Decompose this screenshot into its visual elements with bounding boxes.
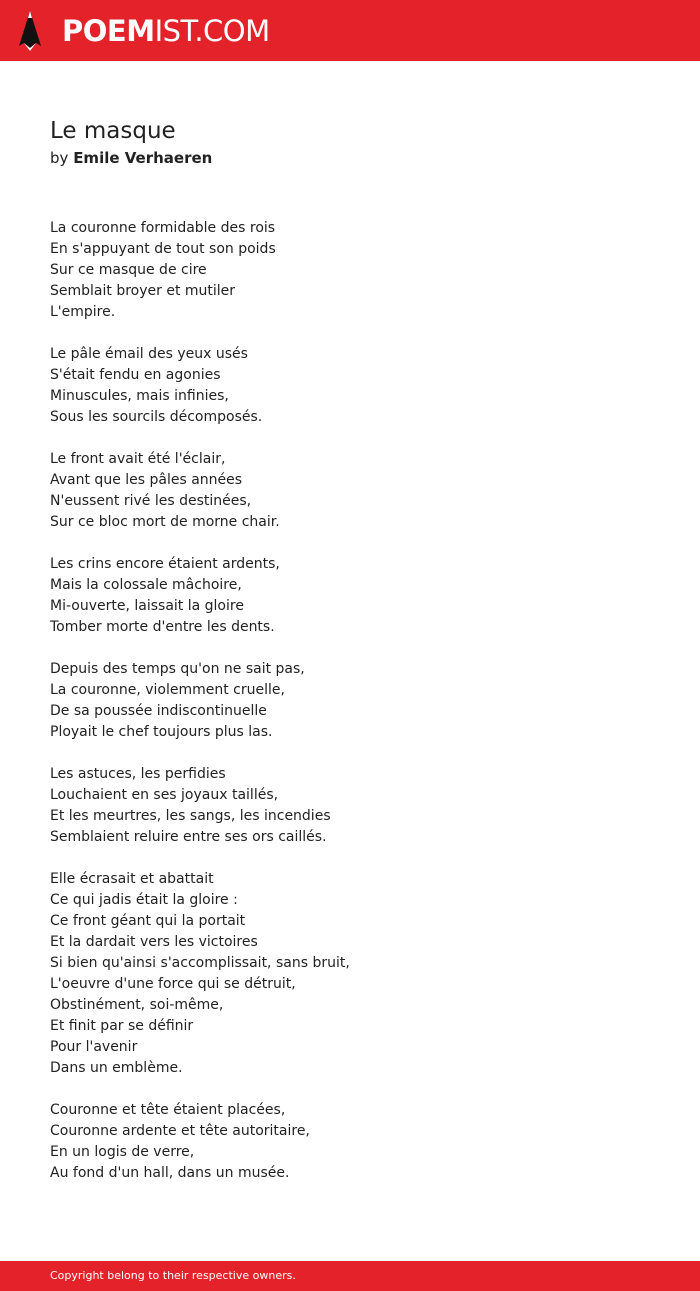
logo-text-light: IST.COM — [154, 14, 270, 48]
poem-line: Obstinément, soi-même, — [50, 997, 224, 1013]
poem-title: Le masque — [50, 118, 176, 144]
poem-line: L'empire. — [50, 304, 116, 320]
poem-line: Sur ce bloc mort de morne chair. — [50, 514, 280, 530]
poem-line: Pour l'avenir — [50, 1039, 138, 1055]
pencil-tip-icon[interactable] — [18, 10, 42, 51]
poem-byline — [50, 147, 212, 169]
poem-line: Mi-ouverte, laissait la gloire — [50, 598, 244, 614]
poem-line: La couronne formidable des rois — [50, 220, 276, 236]
poem-stanza — [50, 344, 670, 428]
poem-line: Les crins encore étaient ardents, — [50, 556, 280, 572]
poem-line: Dans un emblème. — [50, 1060, 183, 1076]
poem-line: Couronne et tête étaient placées, — [50, 1102, 286, 1118]
poem-line: Elle écrasait et abattait — [50, 871, 214, 887]
poem-line: Louchaient en ses joyaux taillés, — [50, 787, 279, 803]
poem-line: Ployait le chef toujours plus las. — [50, 724, 273, 740]
copyright-text: Copyright belong to their respective owners. — [50, 1269, 296, 1282]
poem-line: Sur ce masque de cire — [50, 262, 207, 278]
poem-line: Minuscules, mais infinies, — [50, 388, 229, 404]
poem-line: Depuis des temps qu'on ne sait pas, — [50, 661, 305, 677]
poem-line: Le front avait été l'éclair, — [50, 451, 226, 467]
poem-line: Le pâle émail des yeux usés — [50, 346, 248, 362]
poem-line: Et les meurtres, les sangs, les incendies — [50, 808, 331, 824]
poem-line: Semblait broyer et mutiler — [50, 283, 236, 299]
poem-line: Avant que les pâles années — [50, 472, 243, 488]
poem-line: S'était fendu en agonies — [50, 367, 221, 383]
poem-line: En s'appuyant de tout son poids — [50, 241, 276, 257]
poem-body — [50, 218, 670, 1205]
poem-line: L'oeuvre d'une force qui se détruit, — [50, 976, 296, 992]
poem-line: Tomber morte d'entre les dents. — [50, 619, 275, 635]
poem-line: Couronne ardente et tête autoritaire, — [50, 1123, 310, 1139]
by-label: by — [50, 149, 69, 167]
poem-line: Et finit par se définir — [50, 1018, 194, 1034]
poem-line: Semblaient reluire entre ses ors caillés. — [50, 829, 327, 845]
poem-line: Mais la colossale mâchoire, — [50, 577, 242, 593]
site-logo[interactable] — [62, 11, 270, 51]
logo-text-bold: POEM — [62, 14, 155, 48]
poem-line: Et la dardait vers les victoires — [50, 934, 258, 950]
poem-stanza — [50, 869, 670, 1079]
poem-line: Si bien qu'ainsi s'accomplissait, sans bruit, — [50, 955, 350, 971]
poem-stanza — [50, 1100, 670, 1184]
poem-line: Au fond d'un hall, dans un musée. — [50, 1165, 290, 1181]
site-footer — [0, 1261, 700, 1291]
poem-line: En un logis de verre, — [50, 1144, 195, 1160]
poem-line: Sous les sourcils décomposés. — [50, 409, 263, 425]
poem-stanza — [50, 554, 670, 638]
poem-stanza — [50, 764, 670, 848]
poem-line: Ce qui jadis était la gloire : — [50, 892, 238, 908]
poem-line: De sa poussée indiscontinuelle — [50, 703, 267, 719]
poem-stanza — [50, 218, 670, 323]
poem-line: Ce front géant qui la portait — [50, 913, 246, 929]
poem-line: La couronne, violemment cruelle, — [50, 682, 285, 698]
poem-stanza — [50, 659, 670, 743]
poem-line: Les astuces, les perfidies — [50, 766, 226, 782]
site-header — [0, 0, 700, 61]
poem-line: N'eussent rivé les destinées, — [50, 493, 252, 509]
poem-author: Emile Verhaeren — [73, 149, 213, 167]
poem-stanza — [50, 449, 670, 533]
